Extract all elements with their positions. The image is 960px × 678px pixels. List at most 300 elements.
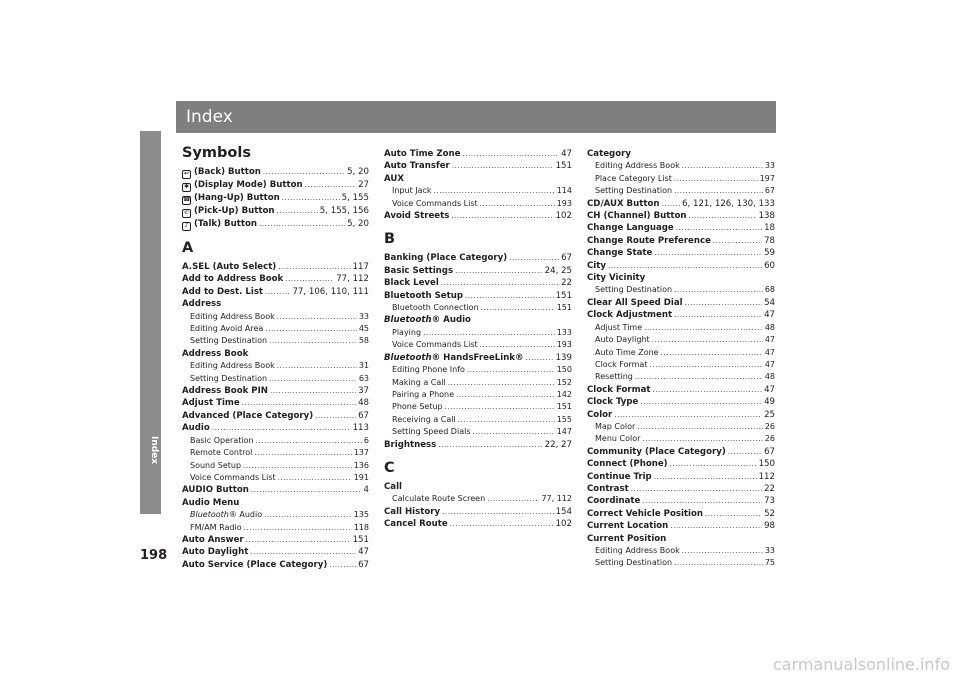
leader-dots — [305, 179, 356, 191]
index-entry — [587, 148, 775, 160]
index-entry — [182, 397, 369, 409]
entry-label — [384, 277, 439, 289]
entry-page-ref[interactable]: 114 — [556, 186, 572, 196]
leader-dots — [256, 435, 362, 447]
index-subentry — [384, 426, 572, 438]
entry-label — [190, 311, 275, 323]
entry-text: Basic Operation — [190, 435, 254, 445]
entry-text: Banking (Place Category) — [384, 253, 508, 264]
entry-text: AUX — [384, 173, 404, 184]
entry-label — [190, 323, 263, 335]
entry-label — [190, 472, 276, 484]
entry-text: Address Book PIN — [182, 386, 268, 397]
index-entry — [587, 495, 775, 507]
entry-page-ref[interactable]: 47 — [764, 384, 775, 395]
entry-label — [182, 273, 283, 285]
entry-page-ref[interactable]: 117 — [352, 262, 369, 272]
entry-text: Auto Time Zone — [384, 149, 461, 159]
entry-page-ref[interactable]: 118 — [353, 522, 369, 532]
leader-dots — [251, 484, 362, 496]
leader-dots — [423, 327, 555, 339]
entry-page-ref[interactable]: 26 — [764, 434, 775, 444]
section-heading: C — [384, 459, 395, 476]
index-subentry — [384, 339, 572, 351]
entry-page-ref[interactable]: 112 — [758, 471, 775, 482]
index-entry — [587, 508, 775, 520]
entry-label — [190, 460, 241, 472]
leader-dots — [278, 472, 352, 484]
entry-text: Auto Daylight — [182, 547, 249, 558]
entry-label — [587, 260, 606, 272]
entry-label — [384, 160, 450, 172]
index-entry — [384, 148, 572, 160]
index-subentry — [182, 435, 369, 447]
entry-label — [595, 160, 680, 172]
leader-dots — [269, 373, 357, 385]
leader-dots — [277, 205, 318, 217]
index-entry — [587, 533, 775, 545]
entry-label — [384, 252, 507, 264]
entry-page-ref[interactable]: 135 — [353, 510, 369, 520]
section-heading: B — [384, 231, 396, 248]
entry-page-ref[interactable]: 193 — [556, 340, 572, 350]
index-subentry — [182, 460, 369, 472]
entry-text: ® Audio — [431, 315, 471, 326]
leader-dots — [682, 160, 763, 172]
entry-page-ref[interactable]: 22 — [561, 278, 572, 289]
leader-dots — [445, 401, 555, 413]
index-subentry — [587, 359, 775, 371]
entry-label — [392, 339, 478, 351]
leader-dots — [652, 384, 762, 396]
index-entry — [587, 446, 775, 458]
entry-italic-label: Bluetooth — [384, 315, 432, 326]
entry-page-ref[interactable]: 49 — [764, 397, 775, 408]
entry-text: Setting Destination — [190, 336, 268, 346]
index-subentry — [182, 509, 369, 521]
leader-dots — [472, 426, 554, 438]
entry-page-ref[interactable]: 47 — [764, 310, 775, 321]
index-entry — [182, 166, 369, 179]
entry-text: Setting Destination — [595, 186, 673, 196]
index-subentry — [384, 389, 572, 401]
index-subentry — [182, 311, 369, 323]
entry-text: Place Category List — [595, 173, 672, 183]
entry-page-ref[interactable]: 155 — [556, 414, 572, 424]
entry-page-ref[interactable]: 5, 20 — [347, 167, 369, 177]
entry-page-ref[interactable]: 63 — [358, 373, 369, 383]
entry-text: Auto Time Zone — [595, 347, 659, 357]
entry-page-ref[interactable]: 22, 27 — [544, 439, 572, 450]
leader-dots — [467, 364, 555, 376]
leader-dots — [509, 252, 559, 264]
section-heading: A — [182, 240, 194, 256]
entry-page-ref[interactable]: 22 — [764, 483, 775, 494]
leader-dots — [277, 311, 357, 323]
leader-dots — [608, 260, 762, 272]
entry-page-ref[interactable]: 25 — [764, 409, 775, 420]
leader-dots — [243, 460, 352, 472]
index-entry — [587, 471, 775, 483]
entry-page-ref[interactable]: 47 — [561, 149, 572, 159]
entry-label — [182, 179, 303, 192]
entry-page-ref[interactable]: 47 — [764, 359, 775, 369]
entry-page-ref[interactable]: 151 — [352, 534, 369, 545]
entry-label — [392, 426, 470, 438]
entry-label — [182, 497, 239, 509]
entry-label — [384, 210, 449, 222]
entry-page-ref[interactable]: 102 — [555, 519, 572, 530]
index-entry — [587, 198, 775, 210]
entry-page-ref[interactable]: 24, 25 — [544, 265, 572, 276]
entry-page-ref[interactable]: 47 — [764, 335, 775, 345]
index-subentry — [182, 335, 369, 347]
index-entry — [384, 439, 572, 451]
entry-page-ref[interactable]: 48 — [764, 322, 775, 332]
entry-label — [392, 185, 432, 197]
entry-text: Editing Address Book — [190, 311, 275, 321]
entry-label — [392, 198, 478, 210]
entry-page-ref[interactable]: 191 — [353, 472, 369, 482]
title-banner — [176, 101, 776, 133]
entry-label — [595, 347, 659, 359]
entry-text: Calculate Route Screen — [392, 494, 486, 504]
entry-page-ref[interactable]: 67 — [764, 446, 775, 457]
index-entry — [182, 261, 369, 273]
entry-page-ref[interactable]: 54 — [764, 297, 775, 308]
leader-dots — [688, 210, 756, 222]
leader-dots — [670, 520, 762, 532]
entry-text: Coordinate — [587, 496, 641, 507]
entry-page-ref[interactable]: 45 — [358, 324, 369, 334]
entry-text: Audio — [182, 423, 210, 434]
entry-text: City Vicinity — [587, 273, 646, 284]
entry-page-ref[interactable]: 60 — [764, 260, 775, 271]
entry-label — [587, 384, 650, 396]
entry-page-ref[interactable]: 5, 155 — [341, 193, 369, 203]
entry-text: (Hang-Up) Button — [194, 193, 280, 203]
entry-label — [587, 508, 703, 520]
entry-page-ref[interactable]: 47 — [358, 547, 369, 558]
leader-dots — [452, 160, 554, 172]
index-subentry — [384, 327, 572, 339]
entry-page-ref[interactable]: 151 — [556, 402, 572, 412]
leader-dots — [259, 218, 345, 230]
entry-label — [392, 414, 456, 426]
index-entry — [182, 559, 369, 571]
leader-dots — [265, 286, 290, 298]
entry-text: City — [587, 260, 606, 271]
entry-text: Advanced (Place Category) — [182, 410, 314, 421]
entry-page-ref[interactable]: 197 — [759, 173, 775, 183]
entry-label — [190, 522, 242, 534]
index-subentry — [587, 371, 775, 383]
leader-dots — [458, 414, 555, 426]
leader-dots — [434, 185, 555, 197]
entry-page-ref[interactable]: 75 — [764, 558, 775, 568]
entry-page-ref[interactable]: 33 — [764, 161, 775, 171]
leader-dots — [441, 277, 559, 289]
entry-label — [587, 198, 659, 210]
entry-text: Voice Commands List — [392, 340, 478, 350]
entry-text: Category — [587, 149, 631, 159]
index-column-1 — [182, 145, 369, 571]
entry-text: Connect (Phone) — [587, 459, 668, 470]
entry-page-ref[interactable]: 58 — [358, 336, 369, 346]
leader-dots — [481, 302, 555, 314]
entry-text: Editing Address Book — [595, 161, 680, 171]
back-icon: ↩ — [183, 170, 190, 177]
entry-label — [182, 348, 248, 360]
leader-dots — [674, 173, 758, 185]
entry-page-ref[interactable]: 152 — [556, 377, 572, 387]
entry-italic-label: Bluetooth — [190, 510, 229, 520]
entry-text: Brightness — [384, 439, 437, 450]
entry-page-ref[interactable]: 77, 106, 110, 111 — [292, 286, 369, 297]
entry-text: Change State — [587, 248, 653, 259]
entry-page-ref[interactable]: 77, 112 — [541, 494, 572, 504]
entry-label — [384, 481, 402, 493]
index-subentry — [587, 334, 775, 346]
entry-label — [595, 557, 672, 569]
entry-page-ref[interactable]: 133 — [556, 327, 572, 337]
entry-text: Editing Address Book — [190, 361, 275, 371]
entry-page-ref[interactable]: 47 — [764, 347, 775, 357]
index-entry — [587, 272, 775, 284]
entry-page-ref[interactable]: 138 — [758, 211, 775, 222]
entry-page-ref[interactable]: 150 — [758, 459, 775, 470]
index-subentry — [384, 377, 572, 389]
leader-dots — [263, 166, 345, 178]
index-subentry — [587, 284, 775, 296]
leader-dots — [450, 518, 554, 530]
entry-label — [392, 327, 421, 339]
entry-page-ref[interactable]: 5, 155, 156 — [319, 206, 369, 216]
entry-page-ref[interactable]: 102 — [555, 211, 572, 222]
entry-page-ref[interactable]: 31 — [358, 361, 369, 371]
index-entry — [384, 481, 572, 493]
entry-page-ref[interactable]: 78 — [764, 235, 775, 246]
entry-page-ref[interactable]: 98 — [764, 521, 775, 532]
entry-page-ref[interactable]: 113 — [352, 423, 369, 434]
entry-page-ref[interactable]: 68 — [764, 285, 775, 295]
leader-dots — [246, 534, 351, 546]
index-subentry — [384, 302, 572, 314]
index-subentry — [587, 545, 775, 557]
leader-dots — [250, 546, 356, 558]
leader-dots — [713, 235, 762, 247]
entry-page-ref[interactable]: 4 — [363, 485, 369, 496]
entry-label — [182, 559, 327, 571]
index-entry — [587, 210, 775, 222]
leader-dots — [642, 495, 762, 507]
index-entry — [384, 173, 572, 185]
index-entry — [182, 286, 369, 298]
index-subentry — [384, 198, 572, 210]
entry-text: Remote Control — [190, 448, 253, 458]
leader-dots — [674, 284, 763, 296]
entry-text: Continue Trip — [587, 471, 652, 482]
page-number: 198 — [140, 548, 168, 563]
index-entry — [587, 396, 775, 408]
entry-text: Receiving a Call — [392, 414, 456, 424]
entry-text: Correct Vehicle Position — [587, 508, 703, 519]
entry-label — [392, 302, 479, 314]
entry-label — [190, 360, 275, 372]
index-entry — [182, 218, 369, 231]
leader-dots — [438, 439, 542, 451]
entry-page-ref[interactable]: 27 — [358, 180, 369, 190]
entry-text: Adjust Time — [182, 398, 240, 409]
index-entry — [587, 235, 775, 247]
entry-label — [587, 247, 652, 259]
leader-dots — [480, 339, 555, 351]
entry-label — [182, 534, 244, 546]
entry-label — [587, 458, 668, 470]
entry-label — [182, 286, 263, 298]
entry-label — [587, 533, 666, 545]
index-entry — [182, 534, 369, 546]
index-subentry — [384, 185, 572, 197]
entry-page-ref[interactable]: 150 — [556, 365, 572, 375]
leader-dots — [265, 323, 357, 335]
entry-page-ref[interactable]: 154 — [555, 506, 572, 517]
leader-dots — [278, 261, 350, 273]
leader-dots — [455, 265, 543, 277]
entry-page-ref[interactable]: 67 — [764, 186, 775, 196]
section-heading: Symbols — [182, 145, 251, 161]
index-entry — [182, 385, 369, 397]
entry-label — [182, 166, 261, 179]
entry-text: (Display Mode) Button — [194, 180, 303, 190]
entry-page-ref[interactable]: 59 — [764, 248, 775, 259]
leader-dots — [674, 557, 763, 569]
entry-text: Map Color — [595, 421, 636, 431]
entry-label — [392, 364, 465, 376]
entry-page-ref[interactable]: 26 — [764, 421, 775, 431]
entry-text: Address Book — [182, 348, 249, 359]
entry-label — [392, 377, 446, 389]
leader-dots — [254, 447, 351, 459]
entry-label — [384, 314, 471, 326]
entry-label — [384, 148, 460, 160]
leader-dots — [465, 290, 554, 302]
entry-label — [384, 290, 463, 302]
entry-page-ref[interactable]: 6 — [363, 435, 369, 445]
entry-page-ref[interactable]: 67 — [561, 253, 572, 264]
index-entry — [587, 222, 775, 234]
index-entry — [587, 260, 775, 272]
entry-text: Clock Format — [595, 359, 648, 369]
entry-label — [182, 422, 210, 434]
index-subentry — [182, 323, 369, 335]
side-label: Index — [149, 436, 159, 465]
entry-page-ref[interactable]: 142 — [556, 389, 572, 399]
leader-dots — [277, 360, 357, 372]
entry-page-ref[interactable]: 139 — [555, 352, 572, 363]
entry-label — [190, 335, 267, 347]
entry-label — [384, 265, 453, 277]
leader-dots — [674, 185, 763, 197]
index-entry — [384, 314, 572, 326]
entry-page-ref[interactable]: 137 — [353, 448, 369, 458]
entry-text: Sound Setup — [190, 460, 242, 470]
entry-label — [587, 309, 672, 321]
entry-label — [384, 439, 436, 451]
index-entry — [587, 297, 775, 309]
entry-page-ref[interactable]: 5, 20 — [347, 219, 369, 229]
index-column-2 — [384, 148, 572, 531]
entry-text: A.SEL (Auto Select) — [182, 262, 277, 272]
entry-label — [190, 509, 262, 521]
entry-page-ref[interactable]: 48 — [764, 372, 775, 382]
entry-page-ref[interactable]: 33 — [764, 546, 775, 555]
leader-dots — [244, 522, 352, 534]
leader-dots — [682, 545, 763, 557]
talk-icon: ♪ — [182, 222, 191, 231]
entry-label — [182, 261, 276, 273]
index-entry — [182, 179, 369, 192]
entry-page-ref[interactable]: 151 — [556, 303, 572, 313]
entry-page-ref[interactable]: 33 — [358, 311, 369, 321]
entry-page-ref[interactable]: 73 — [764, 496, 775, 507]
entry-page-ref[interactable]: 151 — [555, 161, 572, 172]
entry-page-ref[interactable]: 193 — [556, 198, 572, 208]
entry-label — [587, 222, 674, 234]
index-column-3 — [587, 148, 775, 570]
leader-dots — [637, 421, 763, 433]
entry-page-ref[interactable]: 37 — [358, 386, 369, 397]
leader-dots — [315, 410, 356, 422]
leader-dots — [329, 559, 356, 571]
entry-label — [384, 173, 404, 185]
index-subentry — [384, 364, 572, 376]
entry-page-ref[interactable]: 147 — [556, 427, 572, 437]
entry-page-ref[interactable]: 48 — [358, 398, 369, 409]
index-subentry — [587, 322, 775, 334]
entry-label — [587, 396, 638, 408]
entry-page-ref[interactable]: 18 — [764, 223, 775, 234]
index-entry — [384, 352, 572, 364]
entry-label — [595, 421, 635, 433]
index-entry — [384, 518, 572, 530]
index-subentry — [587, 421, 775, 433]
entry-text: Call History — [384, 506, 441, 517]
entry-page-ref[interactable]: 67 — [358, 410, 369, 421]
entry-page-ref[interactable]: 52 — [764, 508, 775, 519]
entry-page-ref[interactable]: 136 — [353, 460, 369, 470]
entry-text: (Back) Button — [194, 167, 261, 177]
entry-page-ref[interactable]: 6, 121, 126, 130, 133 — [682, 198, 775, 209]
entry-text: Bluetooth Connection — [392, 303, 479, 313]
leader-dots — [661, 198, 680, 210]
entry-text: Playing — [392, 327, 422, 337]
index-entry — [182, 205, 369, 218]
index-subentry — [587, 185, 775, 197]
leader-dots — [285, 273, 334, 285]
index-subentry — [587, 347, 775, 359]
index-entry — [182, 410, 369, 422]
entry-page-ref[interactable]: 77, 112 — [336, 274, 369, 285]
index-subentry — [587, 557, 775, 569]
entry-text: Color — [587, 409, 613, 420]
entry-text: Call — [384, 481, 402, 492]
entry-page-ref[interactable]: 151 — [555, 290, 572, 301]
entry-label — [384, 506, 440, 518]
entry-text: Input Jack — [392, 186, 432, 196]
leader-dots — [212, 422, 351, 434]
entry-page-ref[interactable]: 67 — [358, 559, 369, 570]
